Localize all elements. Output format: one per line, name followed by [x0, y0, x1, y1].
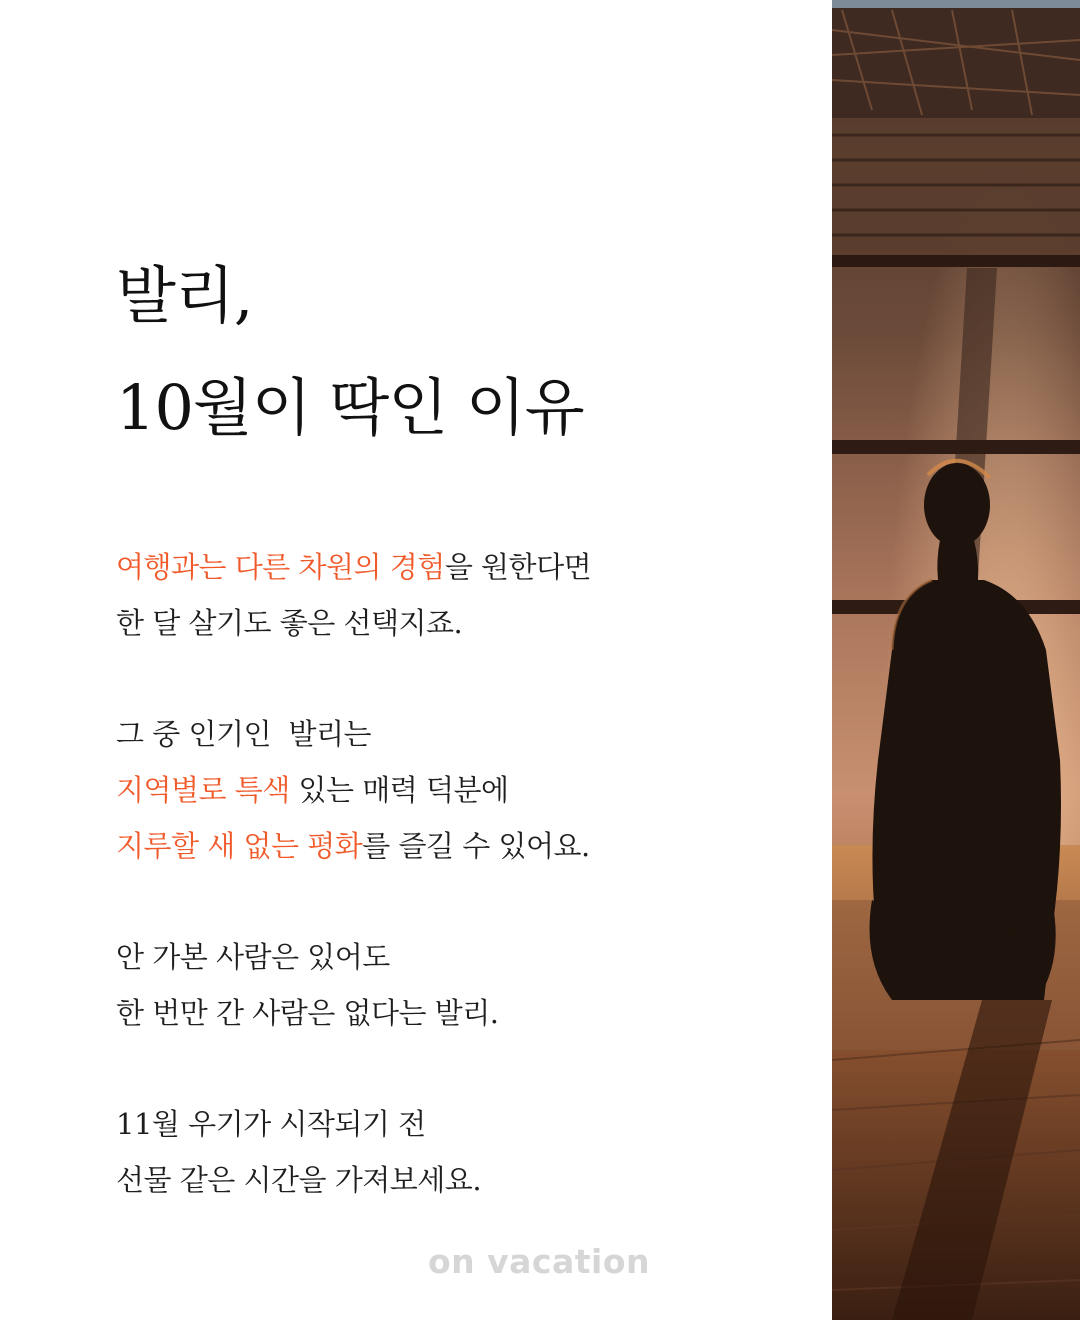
- highlight-text: 여행과는 다른 차원의 경험: [116, 550, 445, 584]
- body-text: [116, 545, 816, 1269]
- plain-text: 11월 우기가 시작되기 전: [116, 1107, 426, 1141]
- photo-woman-silhouette: [832, 0, 1080, 1320]
- text-line: [116, 545, 816, 601]
- paragraph-3: [116, 935, 816, 1047]
- text-line: [116, 824, 816, 880]
- title-line-2: 10월이 딱인 이유: [116, 371, 584, 444]
- plain-text: 그 중 인기인 발리는: [116, 717, 371, 751]
- photo-illustration: [832, 0, 1080, 1320]
- text-line: [116, 935, 816, 991]
- page-title: [116, 240, 584, 464]
- paragraph-4: [116, 1102, 816, 1214]
- brand-logo-text: on vacation: [428, 1242, 651, 1281]
- title-line-1: 발리,: [116, 259, 253, 332]
- text-line: [116, 601, 816, 657]
- paragraph-1: [116, 545, 816, 657]
- highlight-text: 지루할 새 없는 평화: [116, 829, 363, 863]
- text-line: [116, 768, 816, 824]
- text-line: [116, 712, 816, 768]
- plain-text: 한 달 살기도 좋은 선택지죠.: [116, 606, 463, 640]
- plain-text: 를 즐길 수 있어요.: [362, 829, 590, 863]
- plain-text: 한 번만 간 사람은 없다는 발리.: [116, 996, 499, 1030]
- text-line: [116, 1102, 816, 1158]
- paragraph-2: [116, 712, 816, 880]
- highlight-text: 지역별로 특색: [116, 773, 290, 807]
- plain-text: 안 가본 사람은 있어도: [116, 940, 390, 974]
- plain-text: 선물 같은 시간을 가져보세요.: [116, 1163, 482, 1197]
- plain-text: 있는 매력 덕분에: [289, 773, 509, 807]
- text-line: [116, 1158, 816, 1214]
- text-line: [116, 991, 816, 1047]
- plain-text: 을 원한다면: [444, 550, 592, 584]
